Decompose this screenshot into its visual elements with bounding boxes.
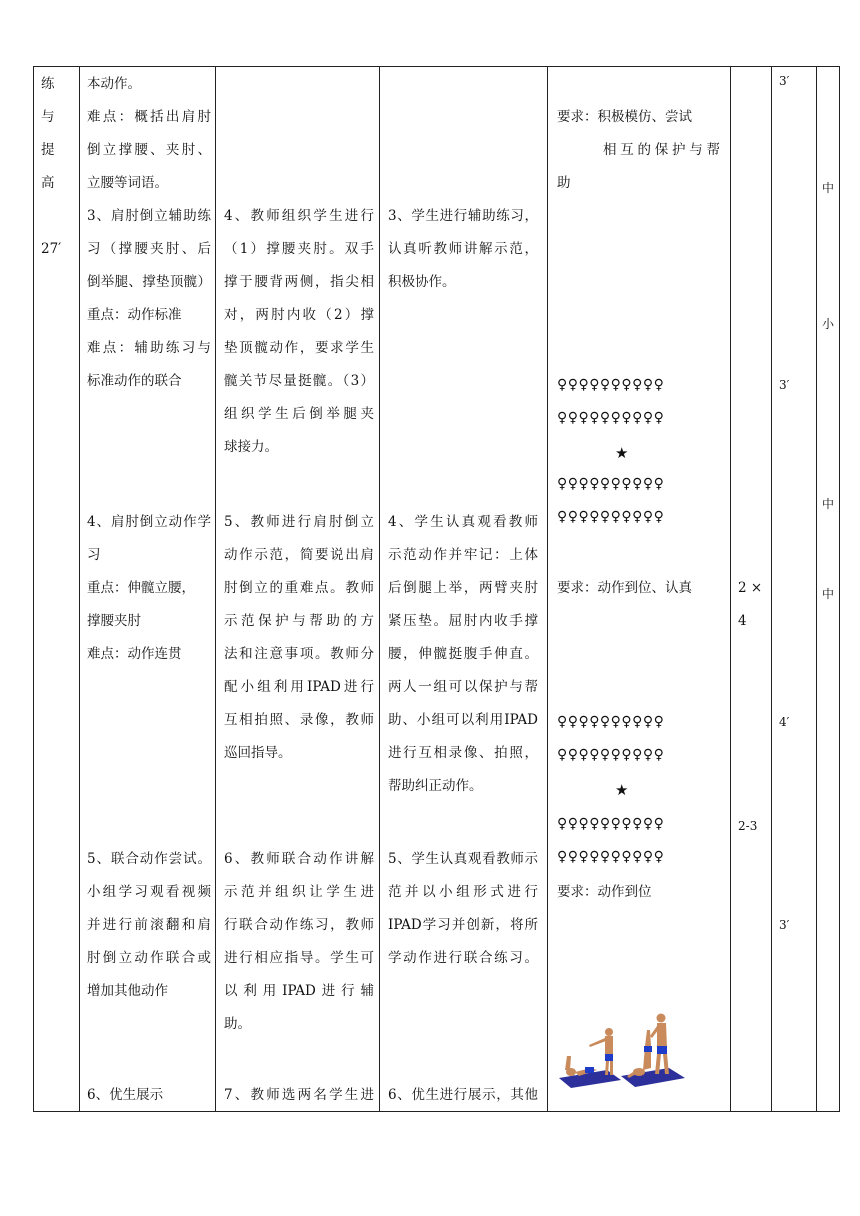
requirement-text: 助 bbox=[557, 175, 571, 191]
student-line: 示范动作并牢记：上体 bbox=[388, 547, 538, 563]
content-line: 立腰等词语。 bbox=[87, 175, 168, 191]
section-label-char: 提 bbox=[41, 142, 55, 158]
teacher-star-icon: ★ bbox=[615, 781, 629, 799]
teacher-line: 互相拍照、录像，教师 bbox=[224, 712, 374, 728]
teacher-star-icon: ★ bbox=[615, 444, 629, 462]
column-divider bbox=[79, 67, 80, 1111]
student-line: 帮助纠正动作。 bbox=[388, 778, 483, 794]
content-line: 小组学习观看视频 bbox=[87, 884, 211, 900]
student-line: 进行互相录像、拍照， bbox=[388, 745, 538, 761]
teacher-line: 6、教师联合动作讲解 bbox=[224, 851, 374, 867]
intensity-value: 中 bbox=[822, 587, 835, 601]
repetition-count: 2 × bbox=[738, 580, 763, 596]
teacher-line: 助。 bbox=[224, 1016, 251, 1032]
requirement-text: 要求：动作到位 bbox=[557, 884, 652, 900]
teacher-line: 巡回指导。 bbox=[224, 745, 292, 761]
requirement-text: 要求：动作到位、认真 bbox=[557, 580, 692, 596]
content-line: 增加其他动作 bbox=[87, 983, 168, 999]
intensity-value: 中 bbox=[822, 497, 835, 511]
teacher-line: 配小组利用IPAD进行 bbox=[224, 679, 374, 695]
content-line: 倒立撑腰、夹肘、 bbox=[87, 142, 211, 158]
teacher-line: 进行相应指导。学生可 bbox=[224, 950, 374, 966]
requirement-text: 要求：积极模仿、尝试 bbox=[557, 109, 692, 125]
teacher-line: 组织学生后倒举腿夹 bbox=[224, 406, 374, 422]
time-value: 4′ bbox=[779, 715, 790, 729]
content-line: 习（撑腰夹肘、后 bbox=[87, 241, 211, 257]
formation-row: ♀♀♀♀♀♀♀♀♀♀ bbox=[557, 714, 665, 730]
content-line: 难点：辅助练习与 bbox=[87, 340, 211, 356]
mat-right bbox=[621, 1068, 685, 1087]
teacher-line: 4、教师组织学生进行 bbox=[224, 208, 374, 224]
teacher-line: 行联合动作练习，教师 bbox=[224, 917, 374, 933]
content-line: 并进行前滚翻和肩 bbox=[87, 917, 211, 933]
teacher-line: （1）撑腰夹肘。双手 bbox=[224, 241, 374, 257]
intensity-value: 中 bbox=[822, 181, 835, 195]
formation-row: ♀♀♀♀♀♀♀♀♀♀ bbox=[557, 377, 665, 393]
formation-row: ♀♀♀♀♀♀♀♀♀♀ bbox=[557, 747, 665, 763]
repetition-count: 2-3 bbox=[738, 819, 758, 833]
shoulder-stand-photo bbox=[557, 1012, 687, 1090]
section-label-char: 高 bbox=[41, 175, 55, 191]
content-line: 肘倒立动作联合或 bbox=[87, 950, 211, 966]
teacher-line: 动作示范，简要说出肩 bbox=[224, 547, 374, 563]
student-line: 认真听教师讲解示范， bbox=[388, 241, 538, 257]
student-line: 学动作进行联合练习。 bbox=[388, 950, 538, 966]
content-line: 习 bbox=[87, 547, 101, 563]
formation-row: ♀♀♀♀♀♀♀♀♀♀ bbox=[557, 849, 665, 865]
student-line: 范并以小组形式进行 bbox=[388, 884, 538, 900]
content-line: 5、联合动作尝试。 bbox=[87, 851, 211, 867]
teacher-line: 髋关节尽量挺髋。（3） bbox=[224, 373, 374, 389]
content-line: 标准动作的联合 bbox=[87, 373, 182, 389]
column-divider bbox=[816, 67, 817, 1111]
teacher-line: 法和注意事项。教师分 bbox=[224, 646, 374, 662]
student-line: 4、学生认真观看教师 bbox=[388, 514, 538, 530]
student-line: 腰，伸髋挺腹手伸直。 bbox=[388, 646, 538, 662]
student-line: 5、学生认真观看教师示 bbox=[388, 851, 538, 867]
teacher-line: 撑于腰背两侧，指尖相 bbox=[224, 274, 374, 290]
section-label-char: 练 bbox=[41, 76, 55, 92]
column-divider bbox=[730, 67, 731, 1111]
time-value: 3′ bbox=[779, 74, 790, 88]
content-line: 倒举腿、撑垫顶髋） bbox=[87, 274, 211, 290]
student-line: 3、学生进行辅助练习， bbox=[388, 208, 538, 224]
student-line: 紧压垫。屈肘内收手撑 bbox=[388, 613, 538, 629]
content-line: 重点：动作标准 bbox=[87, 307, 182, 323]
teacher-line: 7、教师选两名学生进 bbox=[224, 1087, 374, 1103]
content-line: 本动作。 bbox=[87, 76, 141, 92]
content-line: 难点：动作连贯 bbox=[87, 646, 182, 662]
time-value: 3′ bbox=[779, 918, 790, 932]
section-duration: 27′ bbox=[41, 241, 62, 257]
student-line: 6、优生进行展示，其他 bbox=[388, 1087, 538, 1103]
student-line: 后倒腿上举，两臂夹肘 bbox=[388, 580, 538, 596]
formation-row: ♀♀♀♀♀♀♀♀♀♀ bbox=[557, 509, 665, 525]
formation-row: ♀♀♀♀♀♀♀♀♀♀ bbox=[557, 816, 665, 832]
teacher-line: 示范并组织让学生进 bbox=[224, 884, 374, 900]
teacher-line: 示范保护与帮助的方 bbox=[224, 613, 374, 629]
student-line: 助、小组可以利用IPAD bbox=[388, 712, 538, 728]
repetition-count: 4 bbox=[738, 613, 747, 629]
teacher-line: 垫顶髋动作，要求学生 bbox=[224, 340, 374, 356]
section-label-char: 与 bbox=[41, 109, 55, 125]
column-divider bbox=[215, 67, 216, 1111]
teacher-line: 球接力。 bbox=[224, 439, 278, 455]
intensity-value: 小 bbox=[822, 317, 835, 331]
content-line: 6、优生展示 bbox=[87, 1087, 164, 1103]
content-line: 重点：伸髋立腰， bbox=[87, 580, 195, 596]
teacher-line: 5、教师进行肩肘倒立 bbox=[224, 514, 374, 530]
column-divider bbox=[771, 67, 772, 1111]
formation-row: ♀♀♀♀♀♀♀♀♀♀ bbox=[557, 476, 665, 492]
student-line: 两人一组可以保护与帮 bbox=[388, 679, 538, 695]
teacher-line: 对，两肘内收（2）撑 bbox=[224, 307, 374, 323]
content-line: 撑腰夹肘 bbox=[87, 613, 141, 629]
student-line: 积极协作。 bbox=[388, 274, 456, 290]
formation-row: ♀♀♀♀♀♀♀♀♀♀ bbox=[557, 410, 665, 426]
student-line: IPAD学习并创新，将所 bbox=[388, 917, 538, 933]
column-divider bbox=[547, 67, 548, 1111]
requirement-text: 相互的保护与帮 bbox=[603, 142, 720, 158]
content-line: 3、肩肘倒立辅助练 bbox=[87, 208, 211, 224]
time-value: 3′ bbox=[779, 378, 790, 392]
column-divider bbox=[379, 67, 380, 1111]
content-line: 4、肩肘倒立动作学 bbox=[87, 514, 211, 530]
teacher-line: 以利用IPAD进行辅 bbox=[224, 983, 374, 999]
teacher-line: 肘倒立的重难点。教师 bbox=[224, 580, 374, 596]
content-line: 难点：概括出肩肘 bbox=[87, 109, 211, 125]
